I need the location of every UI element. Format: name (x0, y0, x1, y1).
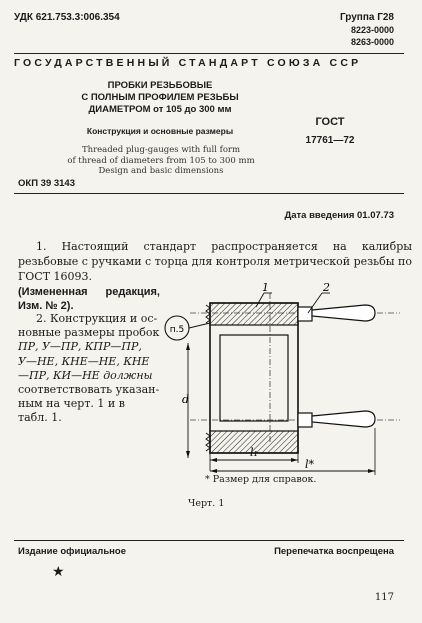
intro-date: Дата введения 01.07.73 (284, 210, 394, 221)
paragraph-2-line-8: табл. 1. (18, 411, 62, 425)
footer-rule (14, 540, 404, 541)
handle-top (312, 305, 375, 321)
paragraph-2-line-7: ным на черт. 1 и в (18, 397, 125, 411)
paragraph-2-line-1: 2. Конструкция и ос- (36, 312, 158, 325)
gauge-drawing (160, 283, 410, 478)
paragraph-1: 1. Настоящий стандарт распространяется на калибры резьбовые с ручками с торца для контроля метрической резьбы по ГОСТ 16093. (18, 240, 412, 283)
title-en-line-1: Threaded plug-gauges with full form (81, 145, 241, 155)
paragraph-2-line-5: —ПР, КИ—НЕ должны (18, 368, 153, 382)
paragraph-2-line-6: соответствовать указан- (18, 383, 160, 397)
hub-top (298, 307, 312, 321)
callout-label: п.5 (169, 325, 185, 335)
title-ru-line-2: С ПОЛНЫМ ПРОФИЛЕМ РЕЗЬБЫ (81, 92, 239, 103)
star-icon: ★ (52, 564, 65, 580)
subtitle-ru: Конструкция и основные размеры (86, 126, 234, 136)
title-en (50, 145, 272, 177)
code-1: 8223-0000 (350, 25, 394, 35)
mid-rule (14, 193, 404, 194)
figure-caption: Черт. 1 (188, 498, 225, 509)
okp-code: ОКП 39 3143 (18, 178, 75, 189)
gost-number: 17761—72 (305, 135, 355, 146)
thread-section-top (210, 303, 298, 325)
footnote: * Размер для справок. (205, 474, 317, 485)
footer-official-edition: Издание официальное (18, 546, 126, 557)
dim-l-label: l* (305, 458, 315, 471)
title-en-line-2: of thread of diameters from 105 to 300 mm (67, 155, 255, 166)
udk-code: УДК 621.753.3:006.354 (14, 12, 120, 23)
footer-reprint-prohibited: Перепечатка воспрещена (274, 546, 394, 557)
dim-l1-label: l₁ (250, 446, 258, 459)
gost-label: ГОСТ (315, 116, 345, 128)
handle-bottom (312, 411, 375, 427)
label-1: 1 (262, 283, 269, 294)
group-label: Группа Г28 (339, 12, 394, 23)
label-2: 2 (323, 283, 330, 294)
title-ru-line-1: ПРОБКИ РЕЗЬБОВЫЕ (107, 80, 213, 91)
code-2: 8263-0000 (350, 37, 394, 47)
paragraph-2 (18, 312, 160, 426)
title-en-line-3: Design and basic dimensions (98, 166, 224, 176)
top-rule (14, 53, 404, 54)
paragraph-2-line-4: У—НЕ, КНЕ—НЕ, КНЕ (18, 354, 150, 368)
amendment-note: (Измененная редакция, Изм. № 2). (18, 286, 160, 312)
hub-bottom (298, 413, 312, 427)
inner-bore (220, 335, 288, 421)
page-number: 117 (374, 592, 394, 603)
title-ru (60, 80, 260, 116)
paragraph-2-line-3: ПР, У—ПР, КПР—ПР, (18, 340, 142, 354)
state-standard-banner: ГОСУДАРСТВЕННЫЙ СТАНДАРТ СОЮЗА ССР (14, 57, 362, 69)
dim-d-label: d (182, 393, 190, 406)
title-ru-line-3: ДИАМЕТРОМ от 105 до 300 мм (88, 104, 232, 115)
paragraph-2-line-2: новные размеры пробок (18, 326, 160, 340)
